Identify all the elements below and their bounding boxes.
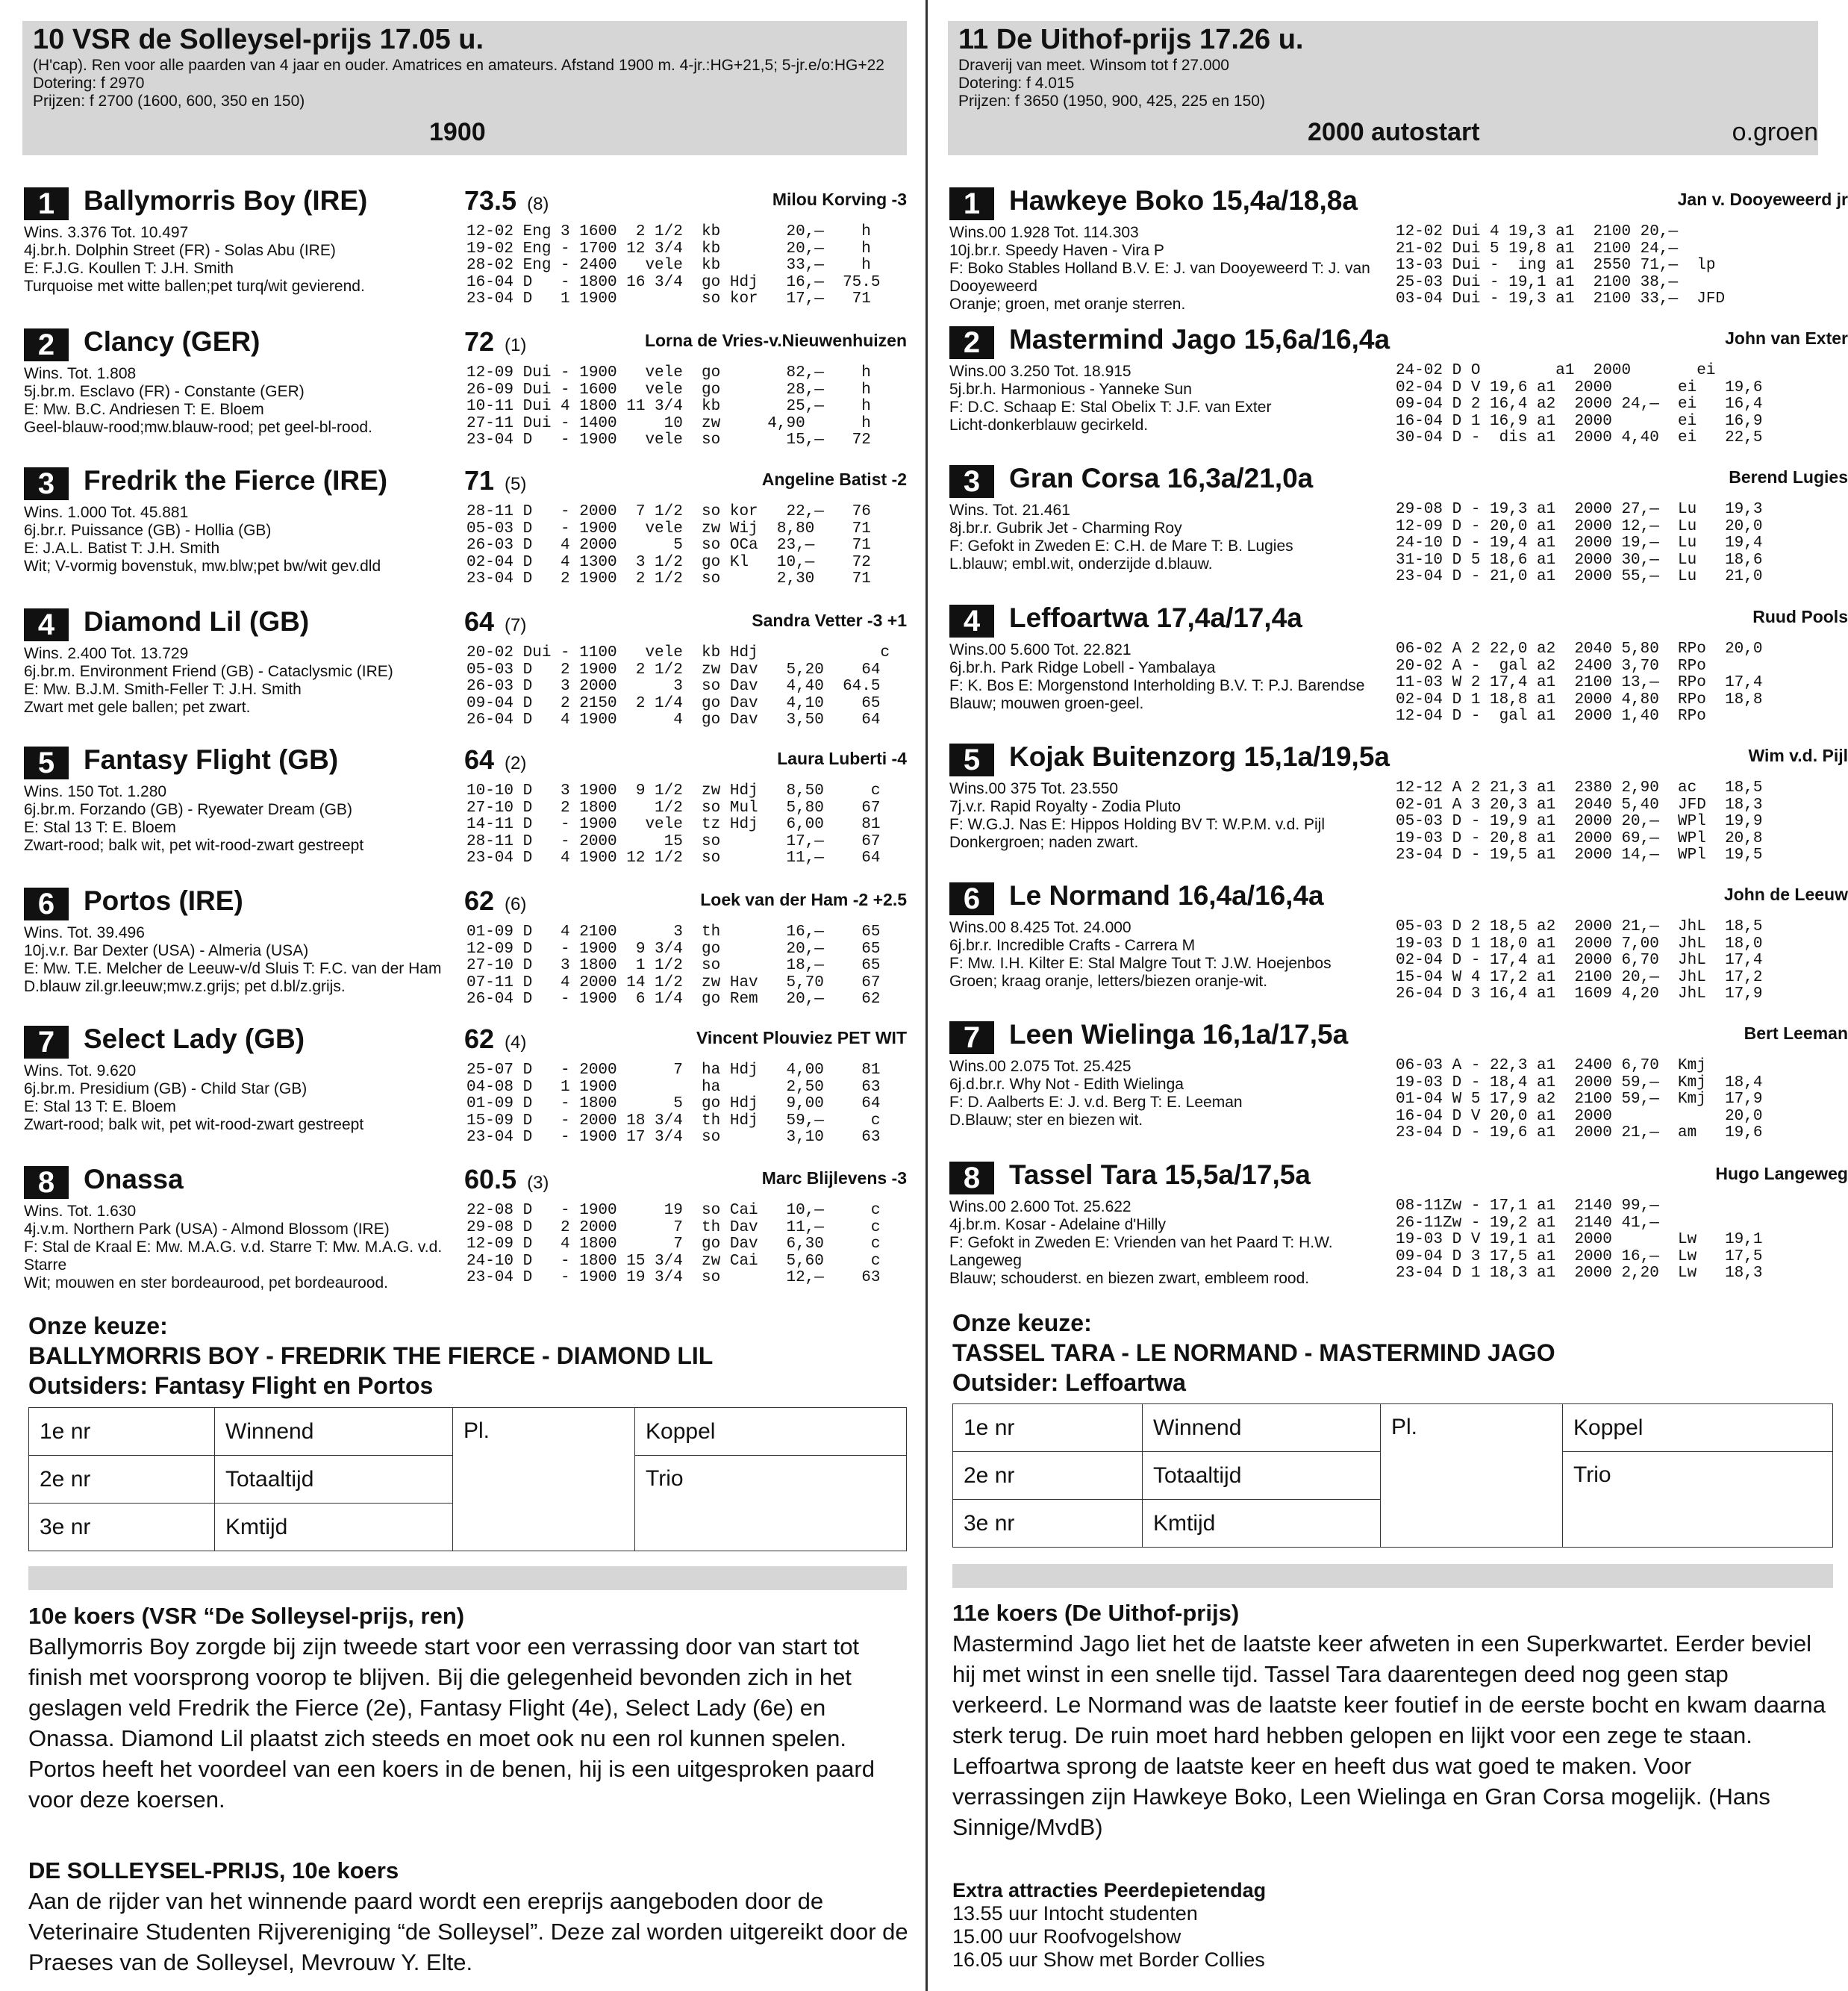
horse-form: 20-02 Dui - 1100 vele kb Hdj c 05-03 D 2 1900 2 1/2 zw Dav 5,20 64 26-03 D 3 2000 3 so Dav 4,40 64.5 09-04 D 2 2150 2 1/4 go Dav 4,10 65 26-04 D 4 1900 4 go Dav 3,50 64 (466, 644, 890, 729)
horse-entry (948, 185, 1848, 320)
bet-field-koppel[interactable]: Koppel (635, 1408, 907, 1456)
horse-form: 12-02 Eng 3 1600 2 1/2 kb 20,— h 19-02 Eng - 1700 12 3/4 kb 20,— h 28-02 Eng - 2400 vele kb 33,— h 16-04 D - 1800 16 3/4 go Hdj 16,— 75.5 23-04 D 1 1900 so kor 17,— 71 (466, 223, 881, 308)
bet-table (28, 1407, 907, 1551)
draw-number: (3) (527, 1173, 549, 1193)
jockey: Laura Luberti -4 (777, 749, 907, 768)
rating-value: 62 (464, 1023, 495, 1054)
our-choice: BALLYMORRIS BOY - FREDRIK THE FIERCE - DIAMOND LIL (28, 1342, 714, 1369)
horse-info: Wins. 2.400 Tot. 13.729 6j.br.m. Environment Friend (GB) - Cataclysmic (IRE) E: Mw. B.J.M. Smith-Feller T: J.H. Smith Zwart met gele ballen; pet zwart. (24, 645, 393, 716)
horse-name: Kojak Buitenzorg 15,1a/19,5a (1009, 741, 1390, 772)
row-label: 1e nr (953, 1404, 1143, 1452)
race-distance: 1900 (429, 118, 486, 146)
horse-number: 7 (949, 1021, 994, 1054)
section-band (952, 1564, 1833, 1588)
bet-field-winnend[interactable]: Winnend (215, 1408, 453, 1456)
horse-form: 06-03 A - 22,3 a1 2400 6,70 Kmj 19-03 D - 18,4 a1 2000 59,— Kmj 18,4 01-04 W 5 17,9 a2 2100 59,— Kmj 17,9 16-04 D V 20,0 a1 2000 20,0 23-04 D - 19,6 a1 2000 21,— am 19,6 (1396, 1057, 1763, 1141)
horse-info: Wins. Tot. 39.496 10j.v.r. Bar Dexter (USA) - Almeria (USA) E: Mw. T.E. Melcher de Leeuw-v/d Sluis T: F.C. van der Ham D.blauw zil.gr.leeuw;mw.z.grijs; pet d.bl/z.grijs. (24, 924, 442, 995)
jockey: Loek van der Ham -2 +2.5 (700, 890, 907, 909)
horse-name: Le Normand 16,4a/16,4a (1009, 880, 1324, 911)
draw-number: (6) (505, 894, 527, 915)
horse-info: Wins. Tot. 9.620 6j.br.m. Presidium (GB) - Child Star (GB) E: Stal 13 T: E. Bloem Zwart-rood; balk wit, pet wit-rood-zwart gestreept (24, 1062, 364, 1133)
horse-entry (948, 324, 1848, 458)
horse-name: Gran Corsa 16,3a/21,0a (1009, 463, 1314, 493)
horse-rating (464, 185, 549, 216)
horse-entry (22, 1164, 914, 1298)
extra-item: 13.55 uur Intocht studenten (952, 1902, 1198, 1925)
horse-number: 1 (24, 187, 69, 220)
race-conditions: (H'cap). Ren voor alle paarden van 4 jaar en ouder. Amatrices en amateurs. Afstand 1900 m. 4-jr.:HG+21,5; 5-jr.e/o:HG+22 Dotering: f 2970 Prijzen: f 2700 (1600, 600, 350 en 150) (33, 57, 884, 110)
bet-field-trio[interactable]: Trio (635, 1456, 907, 1551)
race-trainer-note: o.groen (1732, 118, 1818, 146)
driver: Jan v. Dooyeweerd jr (1677, 190, 1848, 209)
horse-entry (948, 741, 1848, 876)
driver: John van Exter (1725, 328, 1848, 348)
horse-form: 29-08 D - 19,3 a1 2000 27,— Lu 19,3 12-09 D - 20,0 a1 2000 12,— Lu 20,0 24-10 D - 19,4 a1 2000 19,— Lu 19,4 31-10 D 5 18,6 a1 2000 30,— Lu 18,6 23-04 D - 21,0 a1 2000 55,— Lu 21,0 (1396, 501, 1763, 585)
horse-name: Clancy (GER) (84, 326, 260, 357)
rating-value: 73.5 (464, 185, 517, 216)
horse-entry (22, 465, 914, 599)
horse-name: Portos (IRE) (84, 885, 243, 916)
article-prize (28, 1855, 913, 1978)
our-choice-label: Onze keuze: (28, 1312, 168, 1339)
horse-name: Hawkeye Boko 15,4a/18,8a (1009, 185, 1358, 216)
driver: Wim v.d. Pijl (1748, 746, 1848, 765)
rating-value: 64 (464, 744, 495, 775)
horse-entry (22, 185, 914, 320)
bet-field-koppel[interactable]: Koppel (1563, 1404, 1833, 1452)
race-11-column (933, 0, 1848, 1991)
draw-number: (7) (505, 615, 527, 635)
horse-entry (948, 1159, 1848, 1294)
bet-field-totaaltijd[interactable]: Totaaltijd (1143, 1452, 1381, 1500)
horse-rating (464, 885, 526, 917)
horse-entry (22, 326, 914, 461)
driver: Bert Leeman (1744, 1023, 1848, 1043)
driver: Hugo Langeweg (1715, 1164, 1848, 1183)
horse-form: 08-11Zw - 17,1 a1 2140 99,— 26-11Zw - 19,2 a1 2140 41,— 19-03 D V 19,1 a1 2000 Lw 19,1 09-04 D 3 17,5 a1 2000 16,— Lw 17,5 23-04 D 1 18,3 a1 2000 2,20 Lw 18,3 (1396, 1197, 1763, 1282)
horse-form: 12-02 Dui 4 19,3 a1 2100 20,— 21-02 Dui 5 19,8 a1 2100 24,— 13-03 Dui - ing a1 2550 71,— lp 25-03 Dui - 19,1 a1 2100 38,— 03-04 Dui - 19,3 a1 2100 33,— JFD (1396, 223, 1726, 308)
horse-info: Wins.00 8.425 Tot. 24.000 6j.br.r. Incredible Crafts - Carrera M F: Mw. I.H. Kilter E: Stal Malgre Tout T: J.W. Hoejenbos Groen; kraag oranje, letters/biezen oranje-wit. (949, 919, 1332, 990)
horse-form: 22-08 D - 1900 19 so Cai 10,— c 29-08 D 2 2000 7 th Dav 11,— c 12-09 D 4 1800 7 go Dav 6,30 c 24-10 D - 1800 15 3/4 zw Cai 5,60 c 23-04 D - 1900 19 3/4 so 12,— 63 (466, 1202, 881, 1286)
horse-number: 1 (949, 187, 994, 220)
driver: Berend Lugies (1729, 467, 1848, 487)
horse-form: 25-07 D - 2000 7 ha Hdj 4,00 81 04-08 D 1 1900 ha 2,50 63 01-09 D - 1800 5 go Hdj 9,00 64 15-09 D - 2000 18 3/4 th Hdj 59,— c 23-04 D - 1900 17 3/4 so 3,10 63 (466, 1062, 881, 1146)
article-heading: 11e koers (De Uithof-prijs) (952, 1600, 1240, 1626)
jockey: Angeline Batist -2 (761, 470, 907, 489)
horse-number: 2 (949, 326, 994, 359)
horse-entry (22, 885, 914, 1020)
horse-form: 12-09 Dui - 1900 vele go 82,— h 26-09 Dui - 1600 vele go 28,— h 10-11 Dui 4 1800 11 3/4 kb 25,— h 27-11 Dui - 1400 10 zw 4,90 h 23-04 D - 1900 vele so 15,— 72 (466, 364, 871, 449)
draw-number: (2) (505, 753, 527, 773)
row-label: 1e nr (29, 1408, 215, 1456)
article-body: Aan de rijder van het winnende paard wordt een ereprijs aangeboden door de Veterinaire Studenten Rijvereniging “de Solleysel”. Deze zal worden uitgereikt door de Praeses van de Solleysel, Mevrouw Y. Elte. (28, 1888, 908, 1975)
horse-form: 01-09 D 4 2100 3 th 16,— 65 12-09 D - 1900 9 3/4 go 20,— 65 27-10 D 3 1800 1 1/2 so 18,— 65 07-11 D 4 2000 14 1/2 zw Hav 5,70 67 26-04 D - 1900 6 1/4 go Rem 20,— 62 (466, 923, 881, 1008)
race-header (22, 21, 907, 155)
horse-entry (22, 744, 914, 879)
horse-info: Wins.00 5.600 Tot. 22.821 6j.br.h. Park Ridge Lobell - Yambalaya F: K. Bos E: Morgenstond Interholding B.V. T: P.J. Barendse Blauw; mouwen groen-geel. (949, 641, 1365, 712)
horse-name: Diamond Lil (GB) (84, 606, 310, 637)
bet-field-kmtijd[interactable]: Kmtijd (215, 1504, 453, 1551)
horse-rating (464, 326, 526, 358)
section-band (28, 1566, 907, 1590)
rating-value: 60.5 (464, 1164, 517, 1194)
article-race-11 (952, 1598, 1829, 1842)
our-choice: TASSEL TARA - LE NORMAND - MASTERMIND JAGO (952, 1339, 1555, 1366)
jockey: Lorna de Vries-v.Nieuwenhuizen (644, 331, 907, 350)
race-conditions: Draverij van meet. Winsom tot f 27.000 Dotering: f 4.015 Prijzen: f 3650 (1950, 900, 425, 225 en 150) (958, 57, 1265, 110)
jockey: Sandra Vetter -3 +1 (752, 611, 907, 630)
bet-field-kmtijd[interactable]: Kmtijd (1143, 1500, 1381, 1548)
jockey: Vincent Plouviez PET WIT (696, 1028, 907, 1047)
horse-name: Select Lady (GB) (84, 1023, 305, 1054)
horse-form: 10-10 D 3 1900 9 1/2 zw Hdj 8,50 c 27-10 D 2 1800 1/2 so Mul 5,80 67 14-11 D - 1900 vele tz Hdj 6,00 81 28-11 D - 2000 15 so 17,— 67 23-04 D 4 1900 12 1/2 so 11,— 64 (466, 782, 881, 867)
row-label: 3e nr (953, 1500, 1143, 1548)
horse-info: Wins. 3.376 Tot. 10.497 4j.br.h. Dolphin Street (FR) - Solas Abu (IRE) E: F.J.G. Koullen T: J.H. Smith Turquoise met witte ballen;pet turq/wit gevierend. (24, 224, 365, 295)
article-race-10 (28, 1601, 913, 1815)
outsiders: Outsiders: Fantasy Flight en Portos (28, 1372, 434, 1399)
horse-name: Leen Wielinga 16,1a/17,5a (1009, 1019, 1349, 1050)
bet-field-winnend[interactable]: Winnend (1143, 1404, 1381, 1452)
rating-value: 64 (464, 606, 495, 637)
horse-info: Wins. Tot. 1.808 5j.br.m. Esclavo (FR) - Constante (GER) E: Mw. B.C. Andriesen T: E. Bloem Geel-blauw-rood;mw.blauw-rood; pet geel-bl-rood. (24, 365, 372, 436)
horse-number: 6 (949, 882, 994, 915)
column-divider (925, 0, 928, 1991)
extra-attractions (952, 1879, 1266, 1972)
rating-value: 72 (464, 326, 495, 357)
race-header (948, 21, 1818, 155)
horse-entry (22, 606, 914, 741)
article-body: Ballymorris Boy zorgde bij zijn tweede start voor een verrassing door van start tot finish met voorsprong voorop te blijven. Bij die gelegenheid bevonden zich in het geslagen veld Fredrik the Fierce (2e), Fantasy Flight (4e), Select Lady (6e) en Onassa. Diamond Lil plaatst zich steeds en moet ook nu een rol kunnen spelen. Portos heeft het voordeel van een koers in de benen, hij is een uitgesproken paard voor deze koersen. (28, 1633, 875, 1813)
rating-value: 62 (464, 885, 495, 916)
horse-number: 4 (24, 608, 69, 641)
row-label: 2e nr (29, 1456, 215, 1504)
article-heading: DE SOLLEYSEL-PRIJS, 10e koers (28, 1857, 399, 1883)
horse-name: Leffoartwa 17,4a/17,4a (1009, 602, 1302, 633)
horse-entry (948, 1019, 1848, 1153)
row-label: 3e nr (29, 1504, 215, 1551)
horse-name: Fantasy Flight (GB) (84, 744, 339, 775)
bet-field-pl[interactable]: Pl. (1381, 1404, 1563, 1548)
race-distance: 2000 autostart (1308, 118, 1480, 146)
horse-entry (948, 463, 1848, 597)
horse-number: 6 (24, 888, 69, 920)
horse-number: 8 (949, 1162, 994, 1194)
horse-form: 06-02 A 2 22,0 a2 2040 5,80 RPo 20,0 20-02 A - gal a2 2400 3,70 RPo 11-03 W 2 17,4 a1 2100 13,— RPo 17,4 02-04 D 1 18,8 a1 2000 4,80 RPo 18,8 12-04 D - gal a1 2000 1,40 RPo (1396, 641, 1763, 725)
horse-number: 4 (949, 605, 994, 638)
horse-form: 24-02 D O a1 2000 ei 02-04 D V 19,6 a1 2000 ei 19,6 09-04 D 2 16,4 a2 2000 24,— ei 16,4 16-04 D 1 16,9 a1 2000 ei 16,9 30-04 D - dis a1 2000 4,40 ei 22,5 (1396, 362, 1763, 446)
bet-field-pl[interactable]: Pl. (453, 1408, 635, 1551)
row-label: 2e nr (953, 1452, 1143, 1500)
horse-name: Fredrik the Fierce (IRE) (84, 465, 388, 496)
driver: Ruud Pools (1752, 607, 1848, 626)
horse-rating (464, 1023, 526, 1055)
extra-heading: Extra attracties Peerdepietendag (952, 1879, 1267, 1901)
horse-rating (464, 606, 526, 638)
jockey: Marc Blijlevens -3 (761, 1168, 907, 1188)
race-title: 10 VSR de Solleysel-prijs 17.05 u. (33, 24, 484, 55)
draw-number: (8) (527, 194, 549, 214)
horse-rating (464, 744, 526, 776)
bet-field-totaaltijd[interactable]: Totaaltijd (215, 1456, 453, 1504)
horse-name: Mastermind Jago 15,6a/16,4a (1009, 324, 1390, 355)
driver: John de Leeuw (1723, 885, 1848, 904)
horse-entry (22, 1023, 914, 1158)
horse-info: Wins.00 375 Tot. 23.550 7j.v.r. Rapid Royalty - Zodia Pluto F: W.G.J. Nas E: Hippos Holding BV T: W.P.M. v.d. Pijl Donkergroen; naden zwart. (949, 780, 1325, 851)
our-choice-label: Onze keuze: (952, 1309, 1092, 1336)
horse-info: Wins.00 2.600 Tot. 25.622 4j.br.m. Kosar - Adelaine d'Hilly F: Gefokt in Zweden E: Vrienden van het Paard T: H.W. Langeweg Blauw; schouderst. en biezen zwart, embleem rood. (949, 1198, 1333, 1287)
race-title: 11 De Uithof-prijs 17.26 u. (958, 24, 1304, 55)
draw-number: (1) (505, 335, 527, 355)
extra-item: 15.00 uur Roofvogelshow (952, 1925, 1181, 1948)
bet-field-trio[interactable]: Trio (1563, 1452, 1833, 1548)
rating-value: 71 (464, 465, 495, 496)
horse-form: 28-11 D - 2000 7 1/2 so kor 22,— 76 05-03 D - 1900 vele zw Wij 8,80 71 26-03 D 4 2000 5 so OCa 23,— 71 02-04 D 4 1300 3 1/2 go Kl 10,— 72 23-04 D 2 1900 2 1/2 so 2,30 71 (466, 503, 871, 588)
horse-form: 05-03 D 2 18,5 a2 2000 21,— JhL 18,5 19-03 D 1 18,0 a1 2000 7,00 JhL 18,0 02-04 D - 17,4 a1 2000 6,70 JhL 17,4 15-04 W 4 17,2 a1 2100 20,— JhL 17,2 26-04 D 3 16,4 a1 1609 4,20 JhL 17,9 (1396, 918, 1763, 1003)
article-heading: 10e koers (VSR “De Solleysel-prijs, ren) (28, 1603, 465, 1629)
horse-name: Ballymorris Boy (IRE) (84, 185, 368, 216)
draw-number: (4) (505, 1032, 527, 1053)
horse-name: Tassel Tara 15,5a/17,5a (1009, 1159, 1311, 1190)
horse-info: Wins. 150 Tot. 1.280 6j.br.m. Forzando (GB) - Ryewater Dream (GB) E: Stal 13 T: E. Bloem Zwart-rood; balk wit, pet wit-rood-zwart gestreept (24, 783, 364, 854)
horse-number: 5 (949, 744, 994, 776)
horse-rating (464, 465, 526, 496)
jockey: Milou Korving -3 (772, 190, 907, 209)
horse-name: Onassa (84, 1164, 184, 1194)
horse-entry (948, 602, 1848, 737)
outsiders: Outsider: Leffoartwa (952, 1369, 1186, 1396)
horse-number: 2 (24, 328, 69, 361)
horse-form: 12-12 A 2 21,3 a1 2380 2,90 ac 18,5 02-01 A 3 20,3 a1 2040 5,40 JFD 18,3 05-03 D - 19,9 a1 2000 20,— WPl 19,9 19-03 D - 20,8 a1 2000 69,— WPl 20,8 23-04 D - 19,5 a1 2000 14,— WPl 19,5 (1396, 779, 1763, 864)
article-body: Mastermind Jago liet het de laatste keer afweten in een Superkwartet. Eerder beviel hij met winst in een snelle tijd. Tassel Tara daarentegen deed nog geen stap verkeerd. Le Normand was de laatste keer foutief in de eerste bocht en kwam daarna sterk terug. De ruin moet hard hebben gelopen en lijkt voor een zege te staan. Leffoartwa sprong de laatste keer en heeft dus wat goed te maken. Voor verrassingen zijn Hawkeye Boko, Leen Wielinga en Gran Corsa mogelijk. (Hans Sinnige/MvdB) (952, 1630, 1826, 1840)
draw-number: (5) (505, 474, 527, 494)
horse-number: 8 (24, 1166, 69, 1199)
horse-info: Wins.00 2.075 Tot. 25.425 6j.d.br.r. Why Not - Edith Wielinga F: D. Aalberts E: J. v.d. Berg T: E. Leeman D.Blauw; ster en biezen wit. (949, 1058, 1243, 1129)
bet-table (952, 1403, 1833, 1548)
horse-number: 5 (24, 747, 69, 779)
horse-number: 3 (24, 467, 69, 500)
horse-number: 3 (949, 465, 994, 498)
horse-info: Wins. Tot. 21.461 8j.br.r. Gubrik Jet - Charming Roy F: Gefokt in Zweden E: C.H. de Mare T: B. Lugies L.blauw; embl.wit, onderzijde d.blauw. (949, 502, 1293, 573)
horse-number: 7 (24, 1026, 69, 1059)
horse-entry (948, 880, 1848, 1015)
extra-item: 16.05 uur Show met Border Collies (952, 1948, 1265, 1971)
horse-info: Wins. 1.000 Tot. 45.881 6j.br.r. Puissance (GB) - Hollia (GB) E: J.A.L. Batist T: J.H. Smith Wit; V-vormig bovenstuk, mw.blw;pet bw/wit gev.dld (24, 504, 381, 575)
horse-info: Wins. Tot. 1.630 4j.v.m. Northern Park (USA) - Almond Blossom (IRE) F: Stal de Kraal E: Mw. M.A.G. v.d. Starre T: Mw. M.A.G. v.d. Starre Wit; mouwen en ster bordeaurood, pet bordeaurood. (24, 1203, 443, 1291)
horse-rating (464, 1164, 549, 1195)
horse-info: Wins.00 3.250 Tot. 18.915 5j.br.h. Harmonious - Yanneke Sun F: D.C. Schaap E: Stal Obelix T: J.F. van Exter Licht-donkerblauw gecirkeld. (949, 363, 1272, 434)
horse-info: Wins.00 1.928 Tot. 114.303 10j.br.r. Speedy Haven - Vira P F: Boko Stables Holland B.V. E: J. van Dooyeweerd T: J. van Dooyeweerd Oranje; groen, met oranje sterren. (949, 224, 1370, 313)
